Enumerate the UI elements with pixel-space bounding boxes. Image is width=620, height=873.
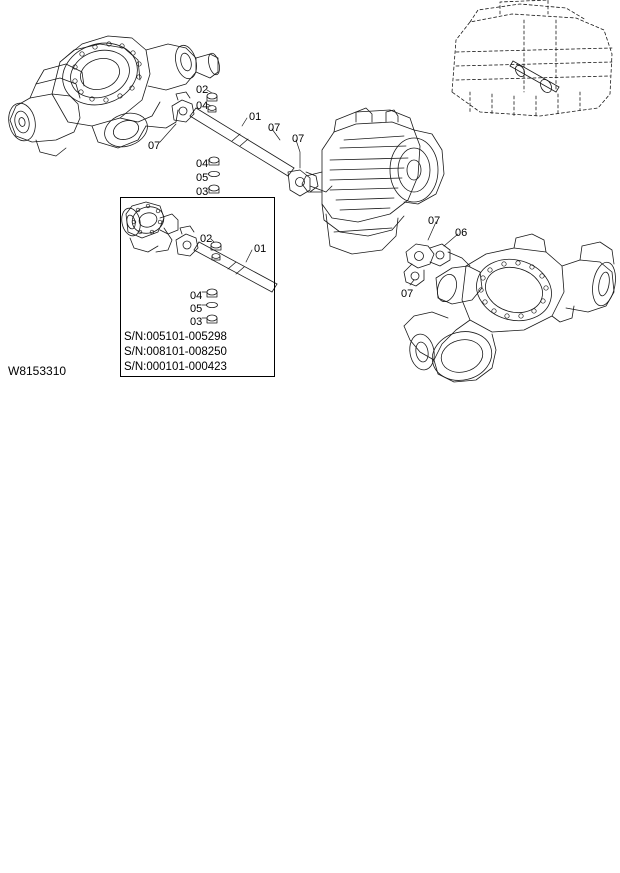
callout-05-inset: 05 — [190, 303, 203, 315]
callout-07-upper-a: 07 — [268, 122, 281, 134]
callout-04-upper-b: 04 — [196, 158, 209, 170]
callout-05-upper: 05 — [196, 172, 209, 184]
callout-07-upper-b: 07 — [292, 133, 305, 145]
callout-07-right-a: 07 — [428, 215, 441, 227]
serial-number-line-1: S/N:005101-005298 — [124, 331, 227, 343]
serial-number-block — [124, 330, 227, 375]
hardware-top-group — [207, 93, 217, 112]
engine-assembly — [452, 0, 612, 116]
callout-07-right-b: 07 — [401, 288, 414, 300]
callout-06-right: 06 — [455, 227, 468, 239]
callout-01-inset: 01 — [254, 243, 267, 255]
callout-02-inset: 02 — [200, 233, 213, 245]
callout-02-upper-a: 02 — [196, 84, 209, 96]
serial-number-line-2: S/N:008101-008250 — [124, 346, 227, 358]
hardware-mid-group — [209, 157, 220, 193]
callout-03-inset: 03 — [190, 316, 203, 328]
drawing-number: W8153310 — [8, 364, 67, 378]
callout-03-upper: 03 — [196, 186, 209, 198]
callout-01-upper: 01 — [249, 111, 262, 123]
rear-axle-assembly-top-left — [5, 34, 221, 156]
callout-07-upper-c: 07 — [148, 140, 161, 152]
transmission-assembly — [302, 108, 444, 254]
callout-04-inset: 04 — [190, 290, 203, 302]
callout-04-upper-a: 04 — [196, 100, 209, 112]
serial-number-line-3: S/N:000101-000423 — [124, 361, 227, 373]
